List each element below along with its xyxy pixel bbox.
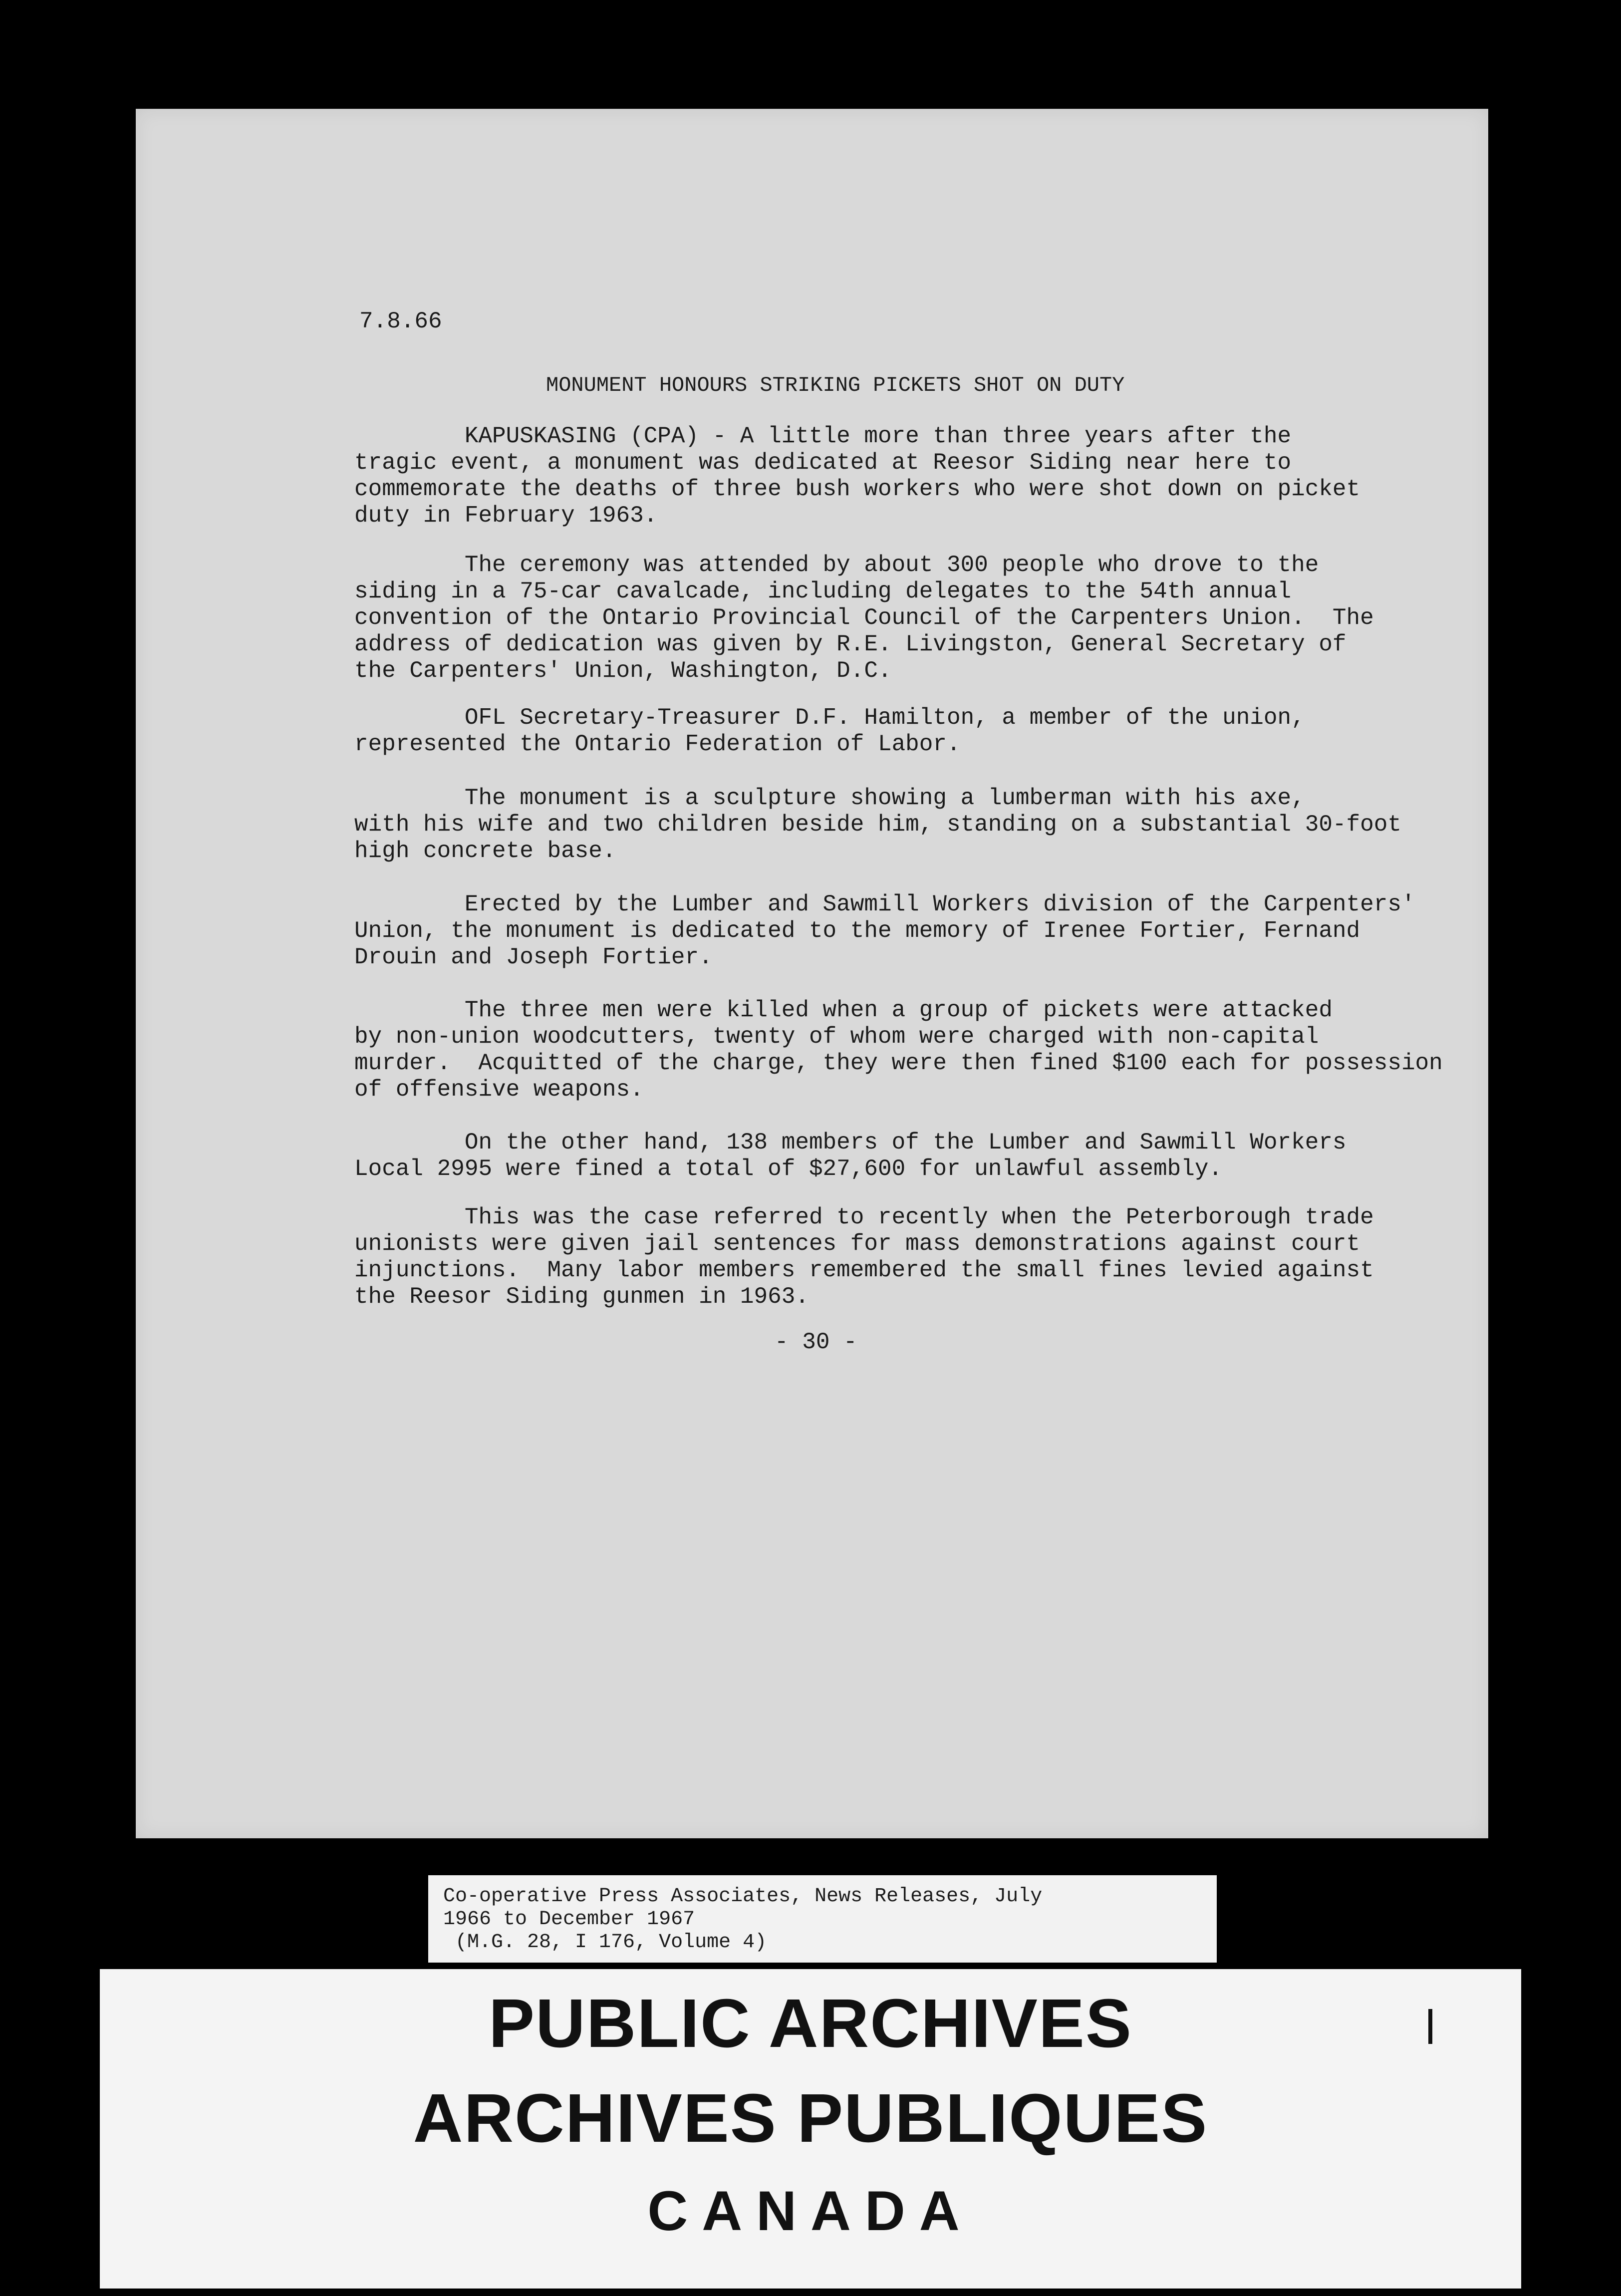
paragraph-8: This was the case referred to recently when the Peterborough trade unionists were given jail sentences for mass demonstrations against court injunctions. Many labor members remembered the small fines levied against the Reesor Siding gunmen in 1963. <box>354 1204 1374 1310</box>
page-number: - 30 - <box>775 1329 857 1355</box>
paragraph-2: The ceremony was attended by about 300 people who drove to the siding in a 75-car cavalcade, including delegates to the 54th annual convention of the Ontario Provincial Council of the Carpenters Union. The address of dedication was given by R.E. Livingston, General Secretary of the Carpenters' Union, Washington, D.C. <box>354 552 1374 684</box>
document-date: 7.8.66 <box>359 308 442 334</box>
paragraph-3: OFL Secretary-Treasurer D.F. Hamilton, a member of the union, represented the Ontario Federation of Labor. <box>354 705 1305 757</box>
paragraph-5: Erected by the Lumber and Sawmill Workers division of the Carpenters' Union, the monument is dedicated to the memory of Irenee Fortier, Fernand Drouin and Joseph Fortier. <box>354 891 1415 970</box>
stamp-line-public-archives: PUBLIC ARCHIVES <box>489 1985 1132 2062</box>
archive-label-card <box>428 1875 1217 1963</box>
paragraph-6: The three men were killed when a group of pickets were attacked by non-union woodcutters, twenty of whom were charged with non-capital murder. Acquitted of the charge, they were then fined $100 each for possession of offensive weapons. <box>354 997 1443 1103</box>
document-headline: MONUMENT HONOURS STRIKING PICKETS SHOT ON DUTY <box>546 373 1125 397</box>
paragraph-1: KAPUSKASING (CPA) - A little more than three years after the tragic event, a monument was dedicated at Reesor Siding near here to commemorate the deaths of three bush workers who were shot down on picket duty in February 1963. <box>354 423 1360 529</box>
stamp-line-canada: CANADA <box>647 2180 974 2242</box>
paragraph-7: On the other hand, 138 members of the Lumber and Sawmill Workers Local 2995 were fined a total of $27,600 for unlawful assembly. <box>354 1130 1347 1182</box>
stamp-line-archives-publiques: ARCHIVES PUBLIQUES <box>413 2080 1208 2157</box>
film-speck <box>1428 2009 1432 2044</box>
archive-stamp <box>100 1969 1521 2289</box>
paragraph-4: The monument is a sculpture showing a lumberman with his axe, with his wife and two children beside him, standing on a substantial 30-foot high concrete base. <box>354 785 1401 864</box>
archive-label-text: Co-operative Press Associates, News Releases, July 1966 to December 1967 (M.G. 28, I 176, Volume 4) <box>443 1885 1043 1954</box>
document-page <box>136 109 1488 1838</box>
